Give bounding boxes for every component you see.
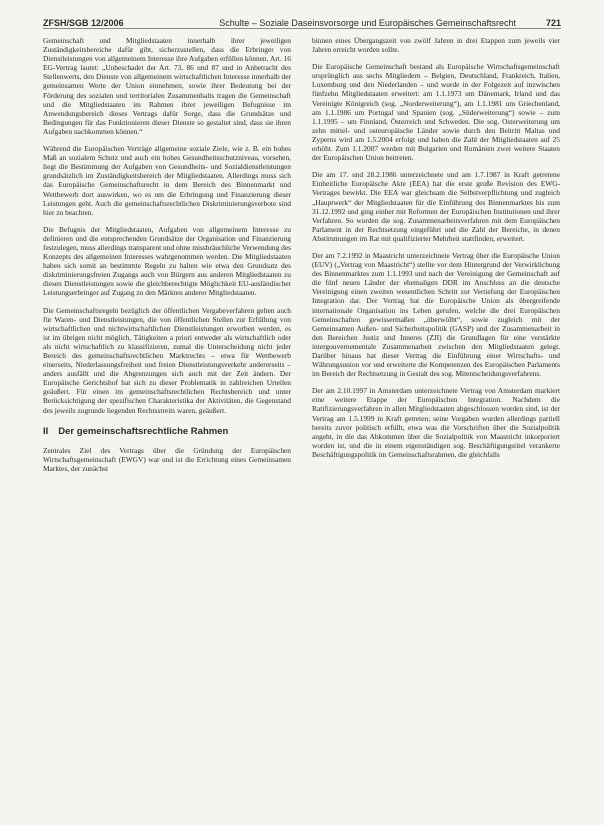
- paragraph: Die am 17. und 28.2.1986 unterzeichnete und am 1.7.1987 in Kraft getretene Einheitliche Europäische Akte (EEA) hat die erste große Revision des EWG-Vertrages bewirkt. Die EEA war gleichsam die Selbstverpflichtung und zugleich „Hauptwerk“ der Mitgliedstaaten für die Einführung des Binnenmarktes bis zum 31.12.1992 und ging einher mit Reformen der Europäischen Institutionen und ihrer Verfahren. So wurden die sog. Zusammenarbeitsverfahren mit dem Europäischen Parlament in der Rechtsetzung eingeführt und die Zahl der Bereiche, in denen Abstimmungen im Rat mit qualifizierter Mehrheit stattfinden, erweitert.: [312, 170, 560, 243]
- running-title: Schulte – Soziale Daseinsvorsorge und Europäisches Gemeinschaftsrecht: [219, 18, 516, 28]
- running-header: [43, 12, 561, 29]
- paragraph: Die Befugnis der Mitgliedstaaten, Aufgaben von allgemeinem Interesse zu definieren und die entsprechenden Grundsätze der Organisation und Finanzierung festzulegen, muss allerdings transparent und ohne missbräuchliche Verwendung des Konzepts des allgemeinen Interesses wahrgenommen werden. Die Mitgliedstaaten haben sich somit an bestimmte Regeln zu halten wie etwa den Grundsatz des diskriminierungsfreien Zugangs auch von Bürgern aus anderen Mitgliedstaaten zu diesen Dienstleistungen sowie die gleichberechtigte Möglichkeit EU-ausländischer Leistungserbringer auf Zugang zu den Märkten anderer Mitgliedstaaten.: [43, 224, 292, 298]
- paragraph: Gemeinschaft und Mitgliedstaaten innerhalb ihrer jeweiligen Zuständigkeitsbereiche dafür gibt, sicherzustellen, dass die Erbringer von Dienstleistungen von allgemeinem Interesse ihre Aufgaben erfüllen können. Art. 16 EG-Vertrag lautet: „Unbeschadet der Art. 73, 86 und 87 und in Anbetracht des Stellenwerts, den Dienste von allgemeinem wirtschaftlichen Interesse innerhalb der gemeinsamen Werte der Union einnehmen, sowie ihrer Bedeutung bei der Förderung des sozialen und territorialen Zusammenhalts tragen die Gemeinschaft und die Mitgliedstaaten im Rahmen ihrer jeweiligen Befugnisse im Anwendungsbereich dieses Vertrags dafür Sorge, dass die Grundsätze und Bedingungen für das Funktionieren dieser Dienste so gestaltet sind, dass sie ihren Aufgaben nachkommen können.“: [43, 36, 291, 136]
- left-column: [43, 36, 291, 481]
- paragraph: Der am 2.10.1997 in Amsterdam unterzeichnete Vertrag von Amsterdam markiert eine weitere Etappe der Europäischen Integration. Nachdem die Ratifizierungsverfahren in allen Mitgliedstaaten abgeschlossen worden sind, ist der Vertrag am 1.5.1999 in Kraft getreten; seine Vorgaben wurden allerdings partiell bereits zuvor politisch erfüllt, etwa was die Vorschriften über die Sozialpolitik angeht, in die das Abkommen über die Sozialpolitik von Maastricht inkorporiert worden ist, und die in einem eigenständigen sog. Beschäftigungstitel verankerte Beschäftigungspolitik im Gemeinschaftsrahmen, die gleichfalls: [312, 386, 560, 459]
- section-heading: [43, 427, 291, 436]
- paragraph: binnen eines Übergangszeit von zwölf Jahren in drei Etappen zum jeweils vier Jahren erreicht worden sollte.: [312, 36, 560, 55]
- paragraph: Der am 7.2.1992 in Maastricht unterzeichnete Vertrag über die Europäische Union (EUV) („Vertrag von Maastricht“) stellte vor dem Hintergrund der Verwirklichung des Binnenmarktes zum 1.1.1993 und nach der Vereinigung der Gemeinschaft auf die fünf neuen Länder der ehemaligen DDR im Anschluss an die deutsche Vereinigung einen zweiten wesentlichen Schritt zur Vertiefung der Europäischen Integration dar. Der Vertrag hat die Europäische Union als übergreifende internationale Organisation ins Leben gerufen, welche die drei Europäischen Gemeinschaften gewissermaßen „überwölbt“, sowie zugleich mit der Gemeinsamen Außen- und Sicherheitspolitik (GASP) und der Zusammenarbeit in den Bereichen Justiz und Inneres (ZJI) die Grundlagen für eine verstärkte intergouvernementale Zusammenarbeit zwischen den Mitgliedstaaten gelegt. Darüber hinaus hat dieser Vertrag die Einführung einer Wirtschafts- und Währungsunion vor und erweiterte die Kompetenzen des Europäischen Parlaments im Bereich der Rechtsetzung in Gestalt des sog. Mitentscheidungsverfahrens.: [312, 250, 560, 379]
- paragraph: Während die Europäischen Verträge allgemeine soziale Ziele, wie z. B. ein hohes Maß an sozialem Schutz und auch ein hohes Gesundheitsschutzniveau, vorsehen, liegt die Bestimmung der Aufgaben von Gesundheits- und Sozialdienstleistungen grundsätzlich im Zuständigkeitsbereich der Mitgliedstaaten. Allerdings muss sich das Europäische Gemeinschaftsrecht in dem Bereich des Binnenmarkt und Wettbewerb dort auswirken, wo es um die Erbringung und Finanzierung dieser Leistungen geht. Auch die gemeinschaftsrechtlichen Diskriminierungsverbote sind hier zu beachten.: [43, 144, 291, 217]
- page-number: 721: [545, 18, 561, 28]
- journal-citation: ZFSH/SGB 12/2006: [43, 18, 124, 28]
- paragraph: Zentrales Ziel des Vertrags über die Gründung der Europäischen Wirtschaftsgemeinschaft (EWGV) war und ist die Errichtung eines Gemeinsamen Marktes, der zunächst: [43, 445, 291, 473]
- paragraph: Die Europäische Gemeinschaft bestand als Europäische Wirtschaftsgemeinschaft ursprünglich aus sechs Mitgliedern – Belgien, Deutschland, Frankreich, Italien, Luxemburg und den Niederlanden – und wurde in der Folgezeit auf inzwischen fünfzehn Mitgliedstaaten erweitert: am 1.1.1973 um Dänemark, Irland und das Vereinigte Königreich (sog. „Norderweiterung“), am 1.1.1981 um Griechenland, am 1.1.1986 um Portugal und Spanien (sog. „Süderweiterung“) sowie – zum 1.1.1995 – um Finnland, Österreich und Schweden. Die sog. Osterweiterung um zehn mittel- und osteuropäische Länder sowie durch den Beitritt Maltas und Zyperns wird am 1.5.2004 erfolgt und haben die Zahl der Mitgliedstaaten auf 25 erhöht. Zum 1.1.2007 werden mit Bulgarien und Rumänien zwei weitere Staaten der Europäischen Union beitreten.: [312, 62, 560, 163]
- section-title: Der gemeinschaftsrechtliche Rahmen: [58, 425, 229, 437]
- section-number: II: [43, 425, 49, 437]
- right-column: [312, 36, 560, 467]
- paragraph: Die Gemeinschaftsregeln bezüglich der öffentlichen Vergabeverfahren gelten auch für Waren- und Dienstleistungen, die von öffentlichen Stellen zur Erfüllung von wirtschaftlichen und nichtwirtschaftlichen Dienstleistungen erworben werden, es ist im übrigen nicht möglich, Tätigkeiten a priori entweder als wirtschaftlich oder als nicht wirtschaftlich zu klassifizieren, zumal die Unterscheidung nicht jeder Bereich des gemeinschaftsrechtlichen Marktrechts – etwa für Wettbewerb einerseits, Niederlassungsfreiheit und freien Dienstleistungsverkehr andererseits – anders ausfällt und die Abgrenzungen sich auch mit der Zeit ändern. Der Europäische Gerichtshof hat sich zu dieser Problematik in zahlreichen Urteilen geäußert. Für einen im gemeinschaftsrechtlichen Rechtsbereich und unter Berücksichtigung der spezifischen Charakteristika der Aktivitäten, die Gegenstand des jeweils zugrunde liegenden Rechtsstreits waren, geäußert.: [43, 305, 291, 415]
